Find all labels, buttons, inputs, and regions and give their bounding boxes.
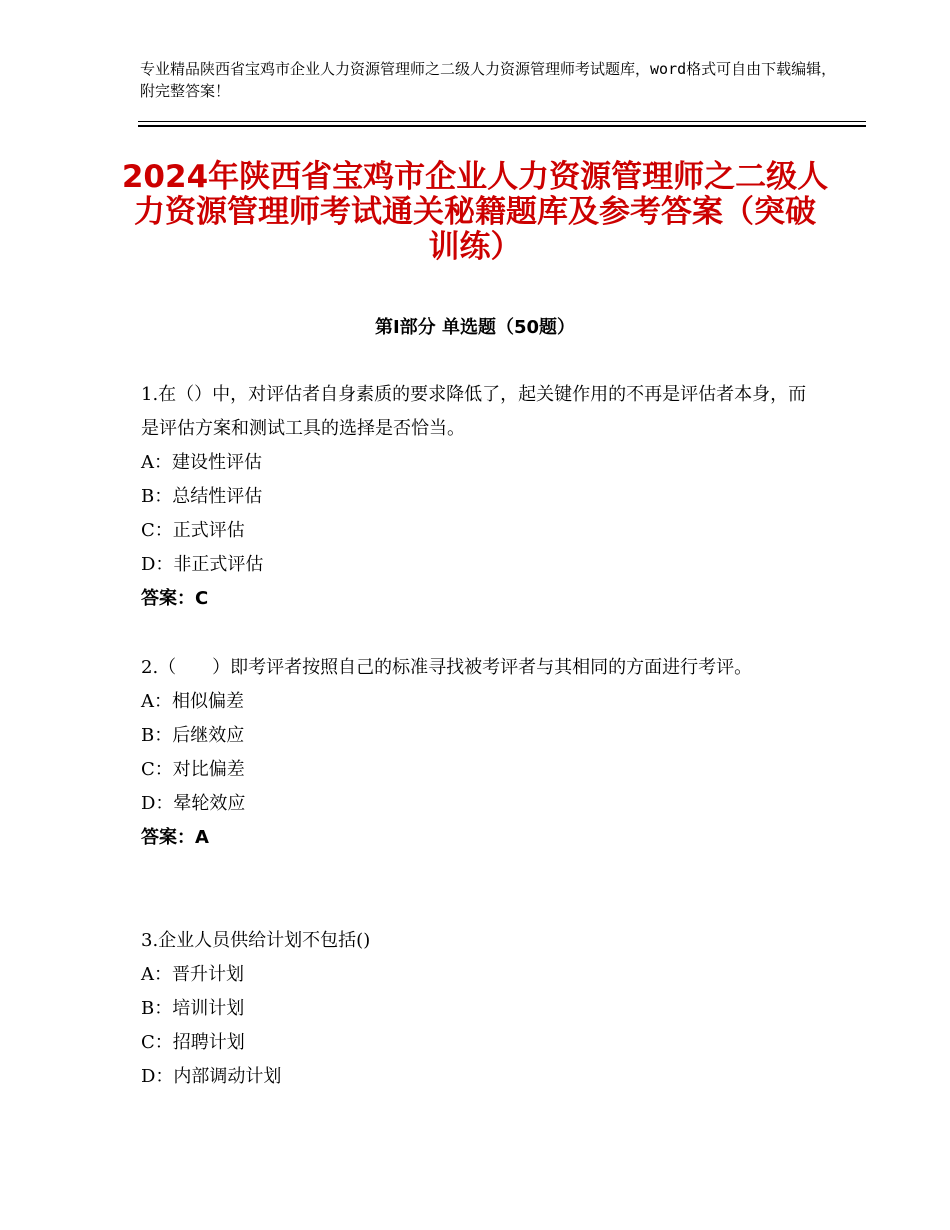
question-3 <box>141 924 821 1094</box>
option-a: A：晋升计划 <box>141 964 244 985</box>
option-c: C：对比偏差 <box>141 759 245 780</box>
option-b: B：培训计划 <box>141 998 245 1019</box>
option-d: D：晕轮效应 <box>141 793 246 814</box>
question-stem: 1.在（）中，对评估者自身素质的要求降低了，起关键作用的不再是评估者本身，而是评估方案和测试工具的选择是否恰当。 <box>141 384 807 439</box>
option-d: D：非正式评估 <box>141 554 264 575</box>
answer: 答案：A <box>141 827 209 848</box>
question-stem: 3.企业人员供给计划不包括() <box>141 930 371 951</box>
option-c: C：正式评估 <box>141 520 245 541</box>
header-divider-thick <box>138 125 866 127</box>
document-title: 2024年陕西省宝鸡市企业人力资源管理师之二级人力资源管理师考试通关秘籍题库及参考答案（突破训练） <box>121 159 829 265</box>
answer: 答案：C <box>141 588 209 609</box>
section-title: 第Ⅰ部分 单选题（50题） <box>374 317 575 338</box>
option-b: B：总结性评估 <box>141 486 263 507</box>
header-divider-thin <box>138 121 866 122</box>
option-c: C：招聘计划 <box>141 1032 245 1053</box>
option-d: D：内部调动计划 <box>141 1066 282 1087</box>
question-1 <box>141 378 821 616</box>
option-a: A：相似偏差 <box>141 691 244 712</box>
question-stem: 2.（ ）即考评者按照自己的标准寻找被考评者与其相同的方面进行考评。 <box>141 657 753 678</box>
option-a: A：建设性评估 <box>141 452 262 473</box>
question-2 <box>141 651 821 855</box>
option-b: B：后继效应 <box>141 725 245 746</box>
header-note: 专业精品陕西省宝鸡市企业人力资源管理师之二级人力资源管理师考试题库，word格式可自由下载编辑，附完整答案！ <box>140 60 837 100</box>
